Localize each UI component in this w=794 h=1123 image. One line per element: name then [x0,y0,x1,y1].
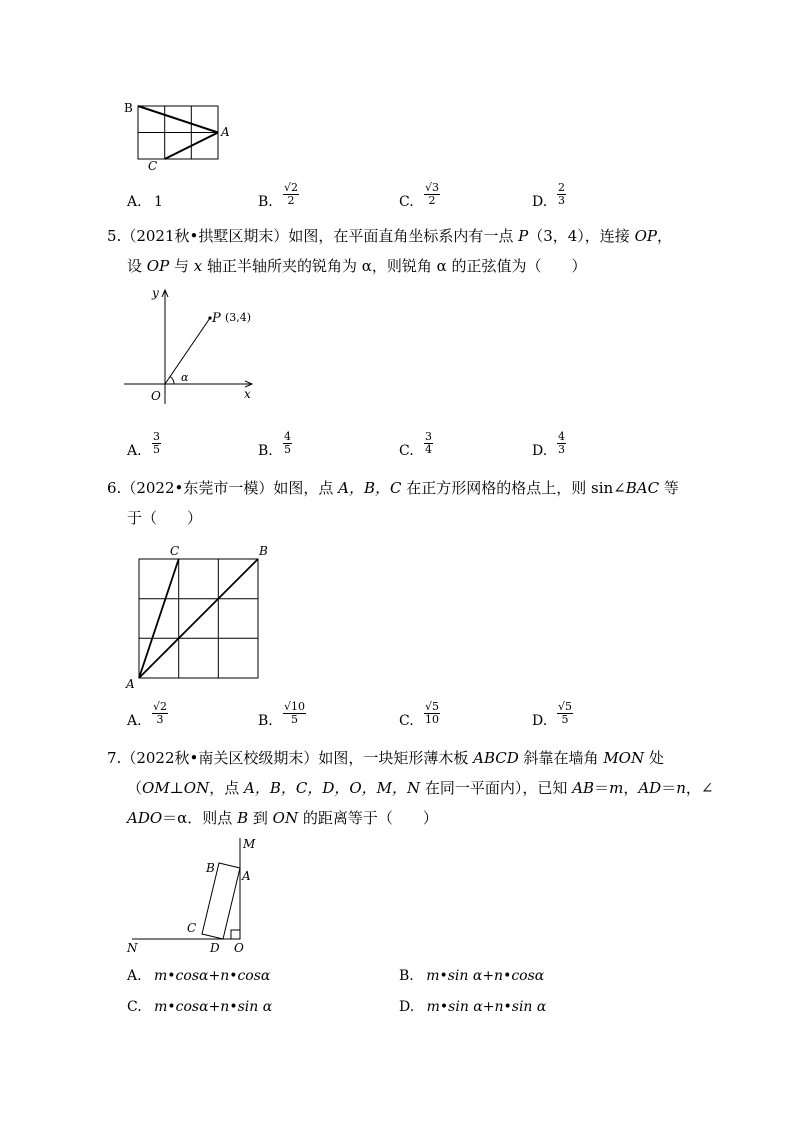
q6-option-d-letter: D. [532,713,548,729]
q6-option-a-den: 3 [156,713,164,726]
q7-label-n: N [127,941,138,955]
q6-angle-bac: BAC [625,479,660,497]
q7-text: ， [623,779,639,797]
q5-option-a[interactable] [127,441,142,461]
q5-option-a-fraction [152,431,161,456]
q7-option-a-text: m•cosα+n•cosα [154,968,271,984]
q4-option-c-fraction [424,182,440,207]
q6-option-c[interactable] [399,711,414,731]
q5-option-a-letter: A. [127,443,142,459]
q6-source: （2022•东莞市一模） [121,479,274,497]
q6-text: 等 [659,479,679,497]
q5-text: 与 [169,257,194,275]
q7-stem-line1 [107,748,664,768]
q7-label-b: B [206,861,215,875]
q5-label-coord: (3,4) [225,311,252,324]
q7-option-d[interactable] [399,997,546,1017]
q4-option-c-num: √3 [425,181,440,194]
q5-text: （3，4），连接 [528,227,635,245]
q6-text: 在正方形网格的格点上，则 sin∠ [401,479,626,497]
q5-label-x: x [244,387,251,401]
q7-option-c[interactable] [127,997,272,1017]
q5-option-d-fraction [557,431,566,456]
q5-option-d-num: 4 [558,430,565,443]
q5-option-b-den: 5 [284,443,291,456]
q6-option-b-den: 5 [291,713,298,726]
q6-option-d[interactable] [532,711,547,731]
q6-label-b: B [259,544,268,558]
q4-option-a[interactable] [127,192,163,212]
q5-segment-op: OP [634,227,657,245]
q7-corner-mon: MON [603,749,645,767]
q7-text: 在同一平面内），已知 [420,779,573,797]
q4-figure [118,96,248,176]
q6-option-c-den: 10 [425,713,439,726]
q7-source: （2022秋•南关区校级期末） [121,749,319,767]
q7-option-b-text: m•sin α+n•cosα [426,968,545,984]
q5-number: 5. [107,227,122,245]
q6-label-a: A [126,677,135,691]
q4-option-b-den: 2 [287,194,295,207]
q4-option-d[interactable] [532,192,547,212]
q7-label-o: O [234,941,244,955]
q6-text: 于（ ） [127,509,203,527]
q7-text: 的距离等于（ ） [298,809,438,827]
q4-label-a: A [221,125,230,139]
q5-stem-line1 [107,226,672,246]
q6-option-a-num: √2 [153,700,168,713]
q7-text: （ [127,779,143,797]
q5-text: 轴正半轴所夹的锐角为 α，则锐角 α 的正弦值为（ ） [202,257,587,275]
q5-option-b-letter: B. [258,443,273,459]
q5-option-c-letter: C. [399,443,414,459]
q7-rect-abcd: ABCD [473,749,519,767]
q5-segment-op: OP [146,257,170,275]
q4-option-c-den: 2 [428,194,436,207]
q6-figure [124,542,274,692]
q7-var-n: n [676,779,686,797]
q4-option-a-letter: A. [127,194,142,210]
q7-option-a[interactable] [127,966,270,986]
q7-text: ⊥ [169,779,184,797]
q7-text: 到 [248,809,273,827]
q7-option-a-letter: A. [127,968,142,984]
q7-label-m: M [243,837,256,851]
q5-option-c-den: 4 [425,443,432,456]
q5-source: （2021秋•拱墅区期末） [121,227,289,245]
q4-option-b[interactable] [258,192,273,212]
q6-option-c-letter: C. [399,713,414,729]
q5-label-y: y [152,286,159,300]
q7-text: ，点 [209,779,244,797]
q7-line-om: OM [142,779,170,797]
q7-option-b[interactable] [399,966,544,986]
q7-var-m: m [609,779,624,797]
q4-option-c-letter: C. [399,194,414,210]
q5-figure [118,284,268,406]
q5-option-d-den: 3 [558,443,565,456]
q7-points: A，B，C，D，O，M，N [244,779,421,797]
q4-label-c: C [148,159,158,173]
q4-option-a-value: 1 [154,194,163,210]
q4-option-b-letter: B. [258,194,273,210]
q5-text: 如图，在平面直角坐标系内有一点 [288,227,519,245]
q7-line-on: ON [183,779,210,797]
q6-option-d-fraction [557,701,573,726]
q6-label-c: C [170,544,180,558]
q6-stem-line1 [107,478,679,498]
q7-line-on: ON [272,809,299,827]
q6-option-b-num: √10 [284,700,306,713]
q7-label-d: D [210,941,220,955]
q7-text: ，∠ [685,779,714,797]
q7-number: 7. [107,749,122,767]
q4-option-d-fraction [557,182,566,207]
q5-label-o: O [151,389,161,403]
q7-text: ＝ [594,779,610,797]
q5-text: ， [656,227,672,245]
q6-option-c-fraction [424,701,440,726]
q7-option-d-text: m•sin α+n•sin α [426,999,547,1015]
q7-point-b: B [237,809,249,827]
q5-option-d-letter: D. [532,443,548,459]
q7-figure [118,834,268,958]
q7-angle-ado: ADO [127,809,163,827]
q7-label-c: C [187,921,197,935]
q5-option-b[interactable] [258,441,273,461]
q5-option-c-num: 3 [425,430,432,443]
q5-option-b-fraction [283,431,292,456]
q6-option-d-den: 5 [561,713,569,726]
q6-option-b-fraction [283,701,306,726]
q7-option-c-text: m•cosα+n•sin α [154,999,273,1015]
q6-option-c-num: √5 [425,700,440,713]
q4-option-d-num: 2 [558,181,565,194]
q7-label-a: A [242,869,251,883]
q7-text: 如图，一块矩形薄木板 [318,749,474,767]
q5-label-p: P [212,311,221,326]
q6-stem-line2 [127,508,202,528]
q7-text: 处 [644,749,664,767]
q5-option-a-num: 3 [153,430,160,443]
q7-option-d-letter: D. [399,999,415,1015]
q4-label-b: B [124,101,133,115]
q5-option-d[interactable] [532,441,547,461]
q6-option-b[interactable] [258,711,273,731]
q4-option-b-fraction [283,182,299,207]
q5-option-c-fraction [424,431,433,456]
q6-number: 6. [107,479,122,497]
q5-point-p: P [518,227,529,245]
q4-option-b-num: √2 [284,181,299,194]
q6-text: 如图，点 [273,479,339,497]
q5-option-c[interactable] [399,441,414,461]
q5-axis-x: x [193,257,203,275]
q7-option-b-letter: B. [399,968,414,984]
q5-stem-line2 [127,256,587,276]
q7-text: ＝α．则点 [162,809,238,827]
q6-option-a[interactable] [127,711,142,731]
q4-option-d-letter: D. [532,194,548,210]
q4-option-d-den: 3 [558,194,565,207]
q6-option-a-fraction [152,701,168,726]
q7-text: 斜靠在墙角 [518,749,604,767]
q5-text: 设 [127,257,147,275]
q6-option-a-letter: A. [127,713,142,729]
q7-stem-line2 [127,778,713,798]
q7-text: ＝ [661,779,677,797]
q7-segment-ab: AB [572,779,595,797]
q7-segment-ad: AD [638,779,662,797]
q7-stem-line3 [127,808,438,828]
q6-option-d-num: √5 [558,700,573,713]
q5-option-b-num: 4 [284,430,291,443]
q4-option-c[interactable] [399,192,414,212]
q5-option-a-den: 5 [153,443,160,456]
q5-label-alpha: α [181,371,189,384]
q6-option-b-letter: B. [258,713,273,729]
q7-option-c-letter: C. [127,999,142,1015]
q6-points: A，B，C [338,479,402,497]
